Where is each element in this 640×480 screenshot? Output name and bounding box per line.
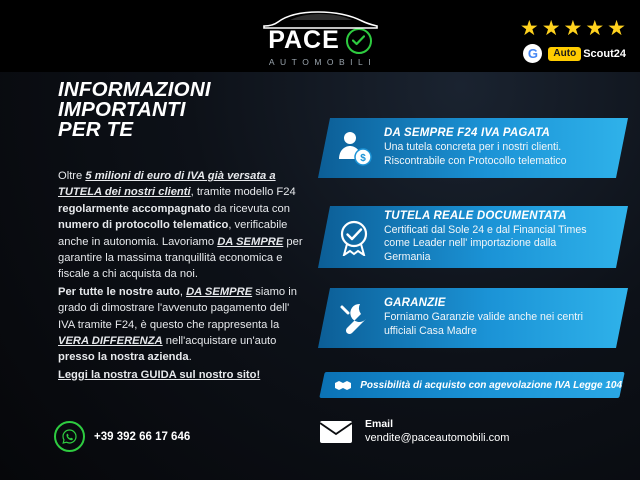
svg-text:$: $ bbox=[360, 153, 366, 164]
copy-text: da ricevuta con bbox=[210, 202, 290, 215]
banner-content bbox=[318, 118, 628, 178]
copy-strong: regolarmente accompagnato bbox=[58, 202, 211, 215]
phone-number: +39 392 66 17 646 bbox=[94, 430, 191, 443]
whatsapp-contact[interactable] bbox=[54, 421, 190, 452]
star-icon: ★ bbox=[519, 17, 539, 40]
promo-pill bbox=[322, 372, 622, 398]
copy-text: , verificabile anche in autonomia. Lavoriamo bbox=[58, 219, 288, 248]
banner-line-2: Riscontrabile con Protocollo telematico bbox=[384, 155, 567, 167]
car-silhouette-icon bbox=[260, 8, 380, 30]
autoscout24-text: Scout24 bbox=[583, 47, 626, 60]
copy-emph: VERA DIFFERENZA bbox=[58, 335, 163, 348]
banner-line-2: ufficiali Casa Madre bbox=[384, 325, 477, 337]
email-address: vendite@paceautomobili.com bbox=[365, 432, 510, 444]
title-line-1: INFORMAZIONI bbox=[58, 78, 211, 101]
copy-emph: 5 milioni di euro di IVA già versata a bbox=[85, 170, 276, 182]
user-money-icon bbox=[332, 126, 376, 170]
banner-content bbox=[318, 206, 628, 268]
banner-line-1: Certificati dal Sole 24 e dal Financial Times bbox=[384, 223, 587, 236]
paragraph-3 bbox=[58, 367, 305, 383]
autoscout24-pill: Auto bbox=[548, 47, 581, 61]
header-bar bbox=[0, 0, 640, 72]
copy-text: nell'acquistare un'auto bbox=[162, 335, 277, 348]
feature-banner-3 bbox=[318, 288, 628, 348]
page-title bbox=[58, 80, 348, 140]
banner-content bbox=[318, 288, 628, 348]
copy-text: . bbox=[188, 351, 192, 364]
banner-title: DA SEMPRE F24 IVA PAGATA bbox=[384, 127, 551, 140]
email-texts bbox=[365, 418, 509, 445]
email-label: Email bbox=[365, 418, 394, 430]
copy-emph: DA SEMPRE bbox=[186, 285, 253, 298]
banner-title: GARANZIE bbox=[384, 297, 446, 310]
whatsapp-icon bbox=[54, 421, 85, 452]
body-copy bbox=[58, 168, 305, 383]
title-line-2: IMPORTANTI bbox=[58, 98, 186, 121]
copy-text: Oltre bbox=[58, 170, 86, 182]
star-icon: ★ bbox=[563, 17, 583, 40]
banner-texts bbox=[376, 297, 609, 338]
copy-strong: numero di protocollo telematico bbox=[58, 219, 229, 232]
copy-link[interactable]: Leggi la nostra GUIDA sul nostro sito! bbox=[58, 368, 261, 381]
banner-line-1: Forniamo Garanzie valide anche nei centri bbox=[384, 311, 584, 324]
copy-emph: DA SEMPRE bbox=[217, 235, 284, 248]
title-line-3: PER TE bbox=[58, 118, 134, 141]
paragraph-2 bbox=[58, 284, 305, 366]
envelope-icon bbox=[318, 419, 354, 445]
rating-stars bbox=[520, 18, 626, 39]
copy-strong: Per tutte le nostre auto bbox=[58, 285, 180, 298]
feature-banner-1 bbox=[318, 118, 628, 178]
autoscout24-badge bbox=[548, 47, 626, 61]
copy-text: , bbox=[179, 285, 187, 298]
banner-texts bbox=[376, 210, 628, 265]
banner-title: TUTELA REALE DOCUMENTATA bbox=[384, 209, 567, 222]
handshake-icon bbox=[334, 376, 352, 394]
feature-banner-2 bbox=[318, 206, 628, 268]
logo-text: PACE bbox=[268, 26, 340, 54]
copy-emph: TUTELA dei nostri clienti bbox=[58, 186, 191, 199]
email-contact[interactable] bbox=[318, 418, 509, 445]
copy-text: siamo in grado di dimostrare l'avvenuto pagamento dell' IVA tramite F24, è questo che rappresenta la bbox=[58, 285, 297, 331]
brand-logo bbox=[232, 6, 408, 68]
check-circle-icon bbox=[346, 28, 372, 54]
logo-subtitle: AUTOMOBILI bbox=[268, 56, 377, 67]
star-icon: ★ bbox=[541, 17, 561, 40]
review-badges bbox=[523, 44, 626, 63]
google-icon: G bbox=[523, 44, 542, 63]
wrench-icon bbox=[332, 296, 376, 340]
promo-pill-text: Possibilità di acquisto con agevolazione IVA Legge 104 bbox=[360, 379, 622, 391]
star-icon: ★ bbox=[607, 17, 626, 40]
copy-strong: presso la nostra azienda bbox=[58, 351, 189, 364]
banner-line-1: Una tutela concreta per i nostri clienti. bbox=[384, 141, 562, 154]
banner-line-2: come Leader nell' importazione dalla Germania bbox=[384, 237, 557, 263]
copy-text: , tramite modello F24 bbox=[190, 186, 296, 199]
banner-texts bbox=[376, 127, 593, 168]
paragraph-1 bbox=[58, 168, 305, 283]
copy-text: per garantire la massima tranquillità economica e fiscale a chi acquista da noi. bbox=[58, 235, 303, 281]
star-icon: ★ bbox=[585, 17, 605, 40]
verified-badge-icon bbox=[332, 215, 376, 259]
